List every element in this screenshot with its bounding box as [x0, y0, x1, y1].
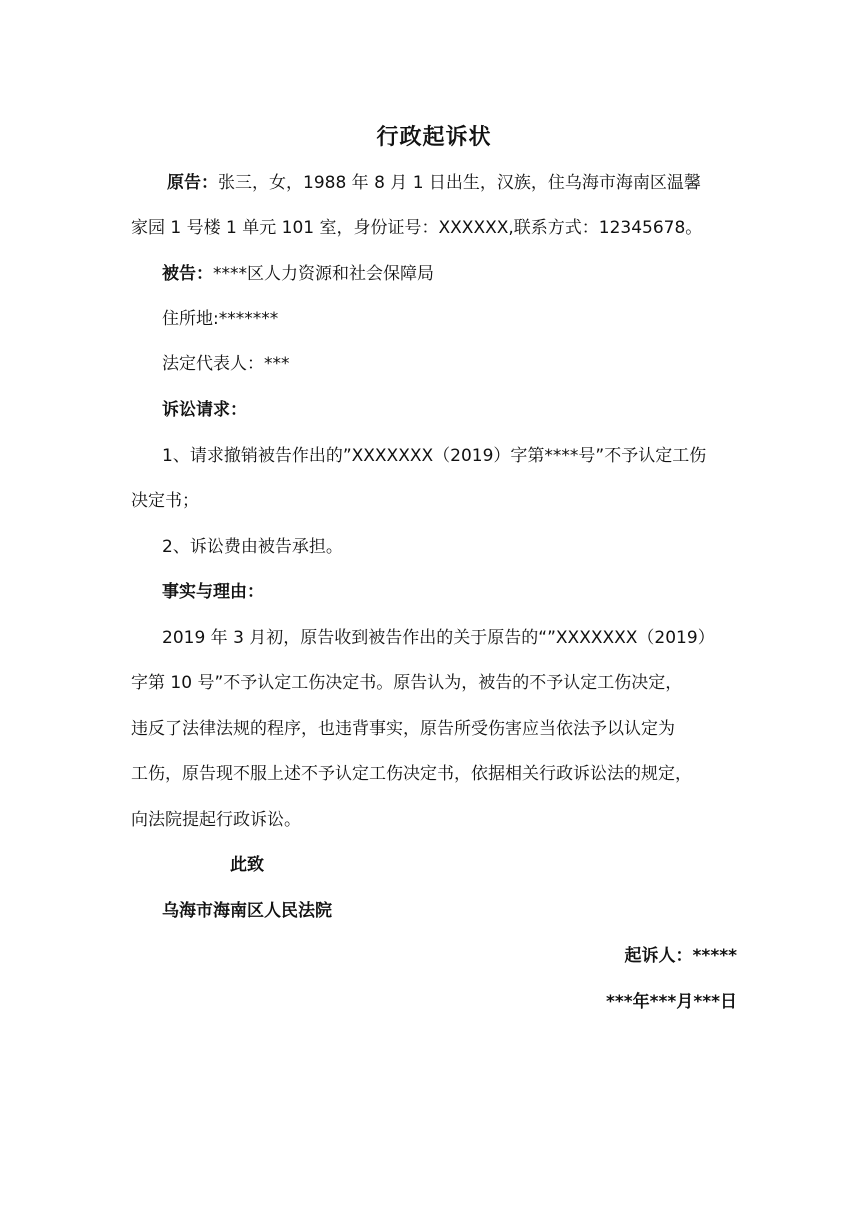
facts-line: 违反了法律法规的程序，也违背事实，原告所受伤害应当依法予以认定为	[131, 719, 675, 739]
court-name: 乌海市海南区人民法院	[162, 901, 332, 921]
facts-line: 工伤，原告现不服上述不予认定工伤决定书，依据相关行政诉讼法的规定，	[131, 764, 692, 784]
defendant-address: 住所地:*******	[162, 309, 279, 329]
claims-heading: 诉讼请求：	[162, 400, 247, 420]
plaintiff-label: 原告：	[167, 173, 218, 193]
claim-item-1-line-1: 1、请求撤销被告作出的”XXXXXXX（2019）字第****号”不予认定工伤	[162, 446, 707, 466]
defendant-representative: 法定代表人：***	[162, 354, 290, 374]
facts-line: 2019 年 3 月初，原告收到被告作出的关于原告的“”XXXXXXX（2019）	[162, 628, 715, 648]
document-title: 行政起诉状	[376, 125, 492, 150]
plaintiff-line-2: 家园 1 号楼 1 单元 101 室，身份证号：XXXXXX,联系方式：12345678。	[131, 218, 703, 238]
facts-line: 向法院提起行政诉讼。	[131, 810, 301, 830]
defendant-name: ****区人力资源和社会保障局	[213, 264, 434, 284]
plaintiff-text-1: 张三，女，1988 年 8 月 1 日出生，汉族，住乌海市海南区温馨	[218, 173, 701, 193]
salutation: 此致	[230, 855, 264, 875]
plaintiff-line-1	[167, 171, 701, 195]
date: ***年***月***日	[605, 992, 737, 1012]
signer: 起诉人：*****	[624, 946, 737, 966]
claim-item-2: 2、诉讼费由被告承担。	[162, 537, 343, 557]
defendant-label: 被告：	[162, 264, 213, 284]
facts-heading: 事实与理由：	[162, 582, 264, 602]
defendant-line	[162, 262, 434, 286]
claim-item-1-line-2: 决定书；	[131, 491, 199, 511]
facts-line: 字第 10 号”不予认定工伤决定书。原告认为，被告的不予认定工伤决定，	[131, 673, 683, 693]
